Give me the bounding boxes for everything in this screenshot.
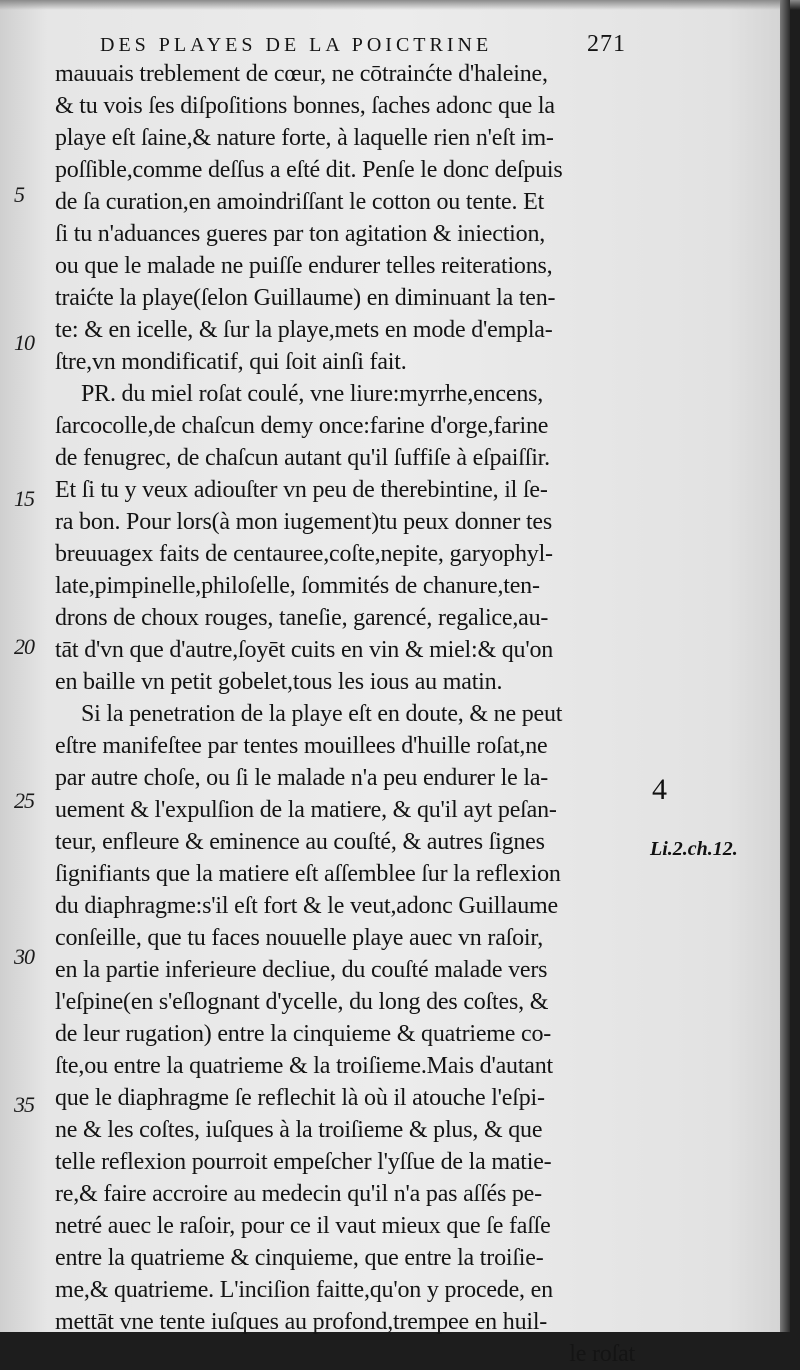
page-number: 271	[587, 31, 626, 57]
text-line: en baille vn petit gobelet,tous les ious au matin.	[55, 669, 503, 695]
text-line: eſtre manifeſtee par tentes mouillees d'huille roſat,ne	[55, 733, 548, 759]
page-top-shadow	[0, 0, 800, 10]
page-header	[100, 31, 660, 60]
text-line: ſi tu n'aduances gueres par ton agitation & iniection,	[55, 221, 546, 247]
line-number: 25	[14, 788, 34, 813]
body-text	[55, 58, 645, 1370]
margin-reference: Li.2.ch.12.	[650, 838, 738, 860]
text-line: late,pimpinelle,philoſelle, ſommités de chanure,ten-	[55, 573, 540, 599]
text-line: de leur rugation) entre la cinquieme & quatrieme co-	[55, 1021, 552, 1047]
text-line: mauuais treblement de cœur, ne cōtrainćte d'haleine,	[55, 61, 548, 87]
line-number: 20	[14, 634, 34, 659]
text-line: uement & l'expulſion de la matiere, & qu'il ayt peſan-	[55, 797, 557, 823]
text-line: ou que le malade ne puiſſe endurer telles reiterations,	[55, 253, 553, 279]
text-line: re,& faire accroire au medecin qu'il n'a pas aſſés pe-	[55, 1181, 542, 1207]
line-number: 5	[14, 182, 24, 207]
text-line: telle reflexion pourroit empeſcher l'yſſue de la matie-	[55, 1149, 552, 1175]
text-line: ſarcocolle,de chaſcun demy once:farine d'orge,farine	[55, 413, 549, 439]
line-number: 15	[14, 486, 34, 511]
text-line: netré auec le raſoir, pour ce il vaut mieux que ſe faſſe	[55, 1213, 551, 1239]
text-line: teur, enfleure & eminence au couſté, & autres ſignes	[55, 829, 545, 855]
text-line: en la partie inferieure decliue, du couſté malade vers	[55, 957, 548, 983]
text-line: playe eſt ſaine,& nature forte, à laquelle rien n'eſt im-	[55, 125, 554, 151]
text-line: poſſible,comme deſſus a eſté dit. Penſe le donc deſpuis	[55, 157, 563, 183]
text-line: te: & en icelle, & ſur la playe,mets en mode d'empla-	[55, 317, 553, 343]
text-line: tāt d'vn que d'autre,ſoyēt cuits en vin & miel:& qu'on	[55, 637, 554, 663]
line-number: 10	[14, 330, 34, 355]
text-line: Et ſi tu y veux adiouſter vn peu de therebintine, il ſe-	[55, 477, 548, 503]
text-line: ra bon. Pour lors(à mon iugement)tu peux donner tes	[55, 509, 553, 535]
line-number: 35	[14, 1092, 34, 1117]
margin-sign: 4	[652, 773, 667, 806]
catchword-line: le roſat	[569, 1341, 635, 1367]
text-line: breuuagex faits de centauree,coſte,nepite, garyophyl-	[55, 541, 553, 567]
text-line: traićte la playe(ſelon Guillaume) en diminuant la ten-	[55, 285, 556, 311]
text-line: me,& quatrieme. L'inciſion faitte,qu'on y procede, en	[55, 1277, 553, 1303]
text-line: que le diaphragme ſe reflechit là où il atouche l'eſpi-	[55, 1085, 545, 1111]
text-line: ſignifiants que la matiere eſt aſſemblee ſur la reflexion	[55, 861, 561, 887]
text-line: de ſa curation,en amoindriſſant le cotton ou tente. Et	[55, 189, 545, 215]
text-line: PR. du miel roſat coulé, vne liure:myrrhe,encens,	[81, 381, 544, 407]
line-number: 30	[14, 944, 34, 969]
text-line: Si la penetration de la playe eſt en doute, & ne peut	[81, 701, 563, 727]
text-line: de fenugrec, de chaſcun autant qu'il ſuffiſe à eſpaiſſir.	[55, 445, 550, 471]
text-line: l'eſpine(en s'eſlognant d'ycelle, du long des coſtes, &	[55, 989, 549, 1015]
text-line: ſte,ou entre la quatrieme & la troiſieme.Mais d'autant	[55, 1053, 554, 1079]
text-line: du diaphragme:s'il eſt fort & le veut,adonc Guillaume	[55, 893, 558, 919]
text-line: & tu vois ſes diſpoſitions bonnes, ſaches adonc que la	[55, 93, 555, 119]
running-title: DES PLAYES DE LA POICTRINE	[100, 34, 493, 56]
text-line: conſeille, que tu faces nouuelle playe auec vn raſoir,	[55, 925, 544, 951]
text-line: ne & les coſtes, iuſques à la troiſieme & plus, & que	[55, 1117, 543, 1143]
page-right-edge	[780, 0, 790, 1332]
text-line: drons de choux rouges, taneſie, garencé, regalice,au-	[55, 605, 549, 631]
text-line: ſtre,vn mondificatif, qui ſoit ainſi fait.	[55, 349, 407, 375]
text-line: mettāt vne tente iuſques au profond,trempee en huil-	[55, 1309, 548, 1335]
text-line: par autre choſe, ou ſi le malade n'a peu endurer le la-	[55, 765, 549, 791]
text-line: entre la quatrieme & cinquieme, que entre la troiſie-	[55, 1245, 544, 1271]
